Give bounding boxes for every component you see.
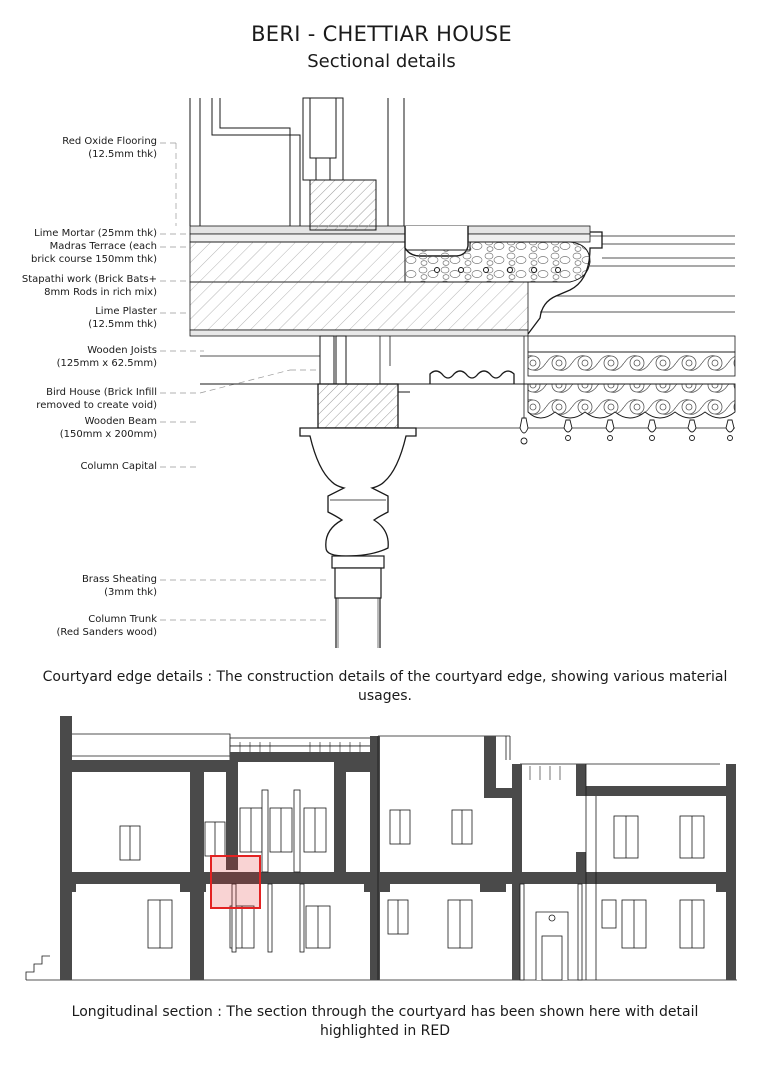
bird-house-void: [430, 371, 514, 384]
windows: [120, 808, 704, 948]
section-caption: Longitudinal section : The section through the courtyard has been shown here with detail highlighted in RED: [71, 1004, 699, 1039]
entry-steps: [26, 956, 50, 980]
wooden-beam: [318, 384, 398, 428]
column-capital: [300, 428, 416, 556]
label-brass-sheating: Brass Sheating (3mm thk): [81, 574, 157, 598]
label-wooden-joists: Wooden Joists (125mm x 62.5mm): [56, 345, 157, 369]
drawing-title: BERI - CHETTIAR HOUSE: [251, 22, 512, 46]
label-stapathi-work: Stapathi work (Brick Bats+ 8mm Rods in rich mix): [21, 274, 157, 298]
structural-walls: [60, 716, 736, 980]
brass-sheathing: [335, 568, 381, 598]
label-lime-plaster: Lime Plaster (12.5mm thk): [88, 306, 157, 330]
entrance-door: [536, 912, 568, 980]
detail-caption: Courtyard edge details : The construction details of the courtyard edge, showing various material usages.: [42, 669, 728, 704]
lime-mortar-layer: [190, 234, 590, 242]
label-column-trunk: Column Trunk (Red Sanders wood): [56, 614, 157, 638]
pendant-drops: [520, 418, 734, 444]
lime-plaster-layer: [190, 330, 528, 336]
stapathi-work-layer: [190, 282, 528, 330]
drawing-subtitle: Sectional details: [307, 51, 456, 72]
label-bird-house: Bird House (Brick Infill removed to create void): [36, 387, 157, 411]
wall-section: [310, 180, 376, 230]
red-oxide-flooring-layer: [190, 226, 590, 234]
carved-fascia-band: [528, 352, 735, 376]
label-lime-mortar: Lime Mortar (25mm thk): [34, 228, 157, 239]
madras-terrace-layer: [190, 242, 405, 282]
label-column-capital: Column Capital: [80, 461, 157, 472]
carved-valance: [528, 384, 735, 418]
wooden-joist: [336, 336, 346, 384]
label-wooden-beam: Wooden Beam (150mm x 200mm): [59, 416, 157, 440]
detail-highlight-box: [211, 856, 260, 908]
leader-lines: [160, 143, 330, 620]
wooden-joist: [320, 336, 334, 384]
courtyard-columns: [232, 790, 582, 980]
label-red-oxide-flooring: Red Oxide Flooring (12.5mm thk): [62, 136, 157, 160]
label-madras-terrace: Madras Terrace (each brick course 150mm thk): [30, 241, 157, 265]
